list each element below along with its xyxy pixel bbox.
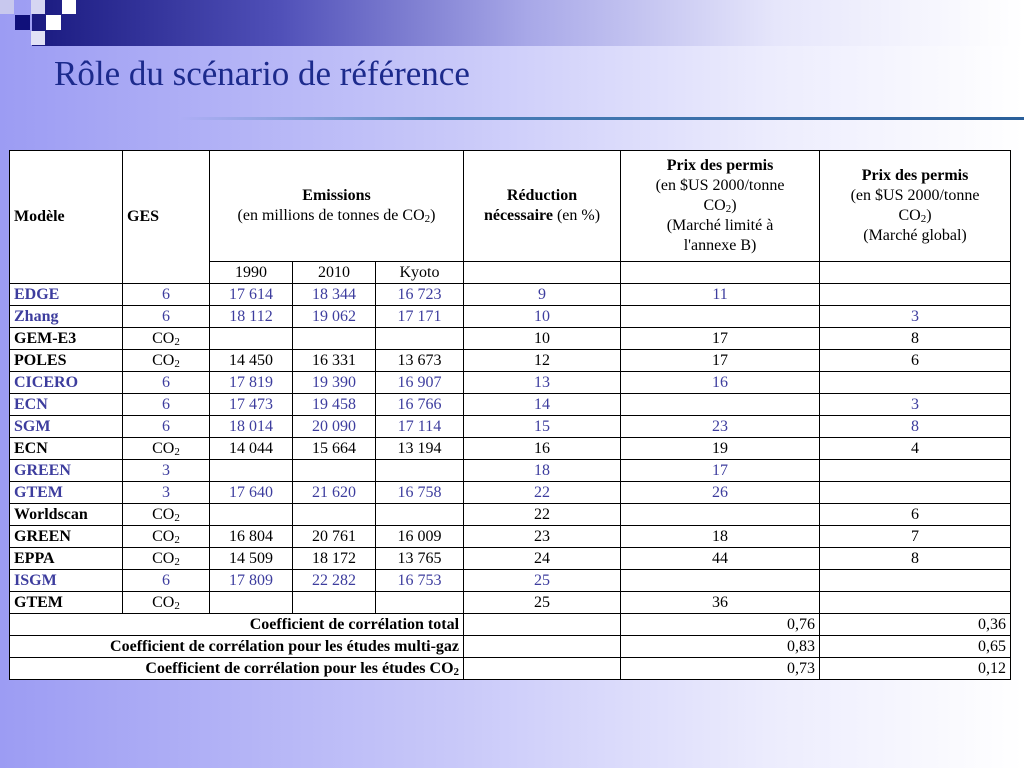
cell-ges-value: CO — [152, 351, 175, 369]
cell-model: CICERO — [10, 372, 123, 394]
cell-ges — [123, 372, 210, 394]
coefficient-prix-global: 0,12 — [820, 658, 1011, 680]
cell-model: POLES — [10, 350, 123, 372]
cell-emissions-2010: 20 090 — [293, 416, 376, 438]
cell-ges-value: 6 — [162, 417, 170, 435]
cell-prix-global — [820, 570, 1011, 592]
table-row — [10, 284, 1011, 306]
coefficient-prix-annexe-b: 0,76 — [621, 614, 820, 636]
cell-ges — [123, 570, 210, 592]
cell-emissions-1990 — [210, 328, 293, 350]
cell-ges-sub: 2 — [174, 555, 180, 568]
header-emissions-close: ) — [430, 207, 436, 224]
cell-prix-global — [820, 372, 1011, 394]
cell-emissions-kyoto — [376, 460, 464, 482]
cell-prix-global: 6 — [820, 504, 1011, 526]
header-prix-g-co2-close: ) — [926, 207, 932, 224]
header-prix-global — [820, 151, 1011, 262]
header-reduction-unit: (en %) — [552, 207, 601, 224]
decor-square-light — [31, 0, 45, 14]
cell-reduction: 18 — [464, 460, 621, 482]
header-prix-b-line4: l'annexe B) — [683, 237, 757, 254]
cell-prix-annexe-b: 26 — [621, 482, 820, 504]
cell-emissions-1990: 14 044 — [210, 438, 293, 460]
cell-prix-global: 3 — [820, 394, 1011, 416]
cell-ges — [123, 438, 210, 460]
cell-reduction: 13 — [464, 372, 621, 394]
cell-emissions-2010: 15 664 — [293, 438, 376, 460]
cell-ges-sub: 2 — [174, 511, 180, 524]
header-reduction-title: Réduction — [506, 187, 578, 204]
header-prix-b-line3: (Marché limité à — [666, 217, 774, 234]
table-row — [10, 306, 1011, 328]
cell-prix-global — [820, 592, 1011, 614]
emissions-table — [9, 150, 1011, 680]
table-row — [10, 526, 1011, 548]
coefficient-empty-cell — [464, 658, 621, 680]
cell-emissions-kyoto: 13 765 — [376, 548, 464, 570]
cell-emissions-2010 — [293, 592, 376, 614]
table-row — [10, 372, 1011, 394]
header-emissions — [210, 151, 464, 262]
cell-reduction: 14 — [464, 394, 621, 416]
cell-emissions-2010: 19 062 — [293, 306, 376, 328]
cell-model: GREEN — [10, 526, 123, 548]
header-emissions-unit: (en millions de tonnes de CO — [237, 207, 425, 224]
cell-ges — [123, 394, 210, 416]
table-row — [10, 548, 1011, 570]
cell-prix-annexe-b: 11 — [621, 284, 820, 306]
cell-emissions-1990: 17 614 — [210, 284, 293, 306]
cell-ges — [123, 350, 210, 372]
cell-ges-value: CO — [152, 439, 175, 457]
header-prix-g-line3: (Marché global) — [863, 227, 967, 244]
table-row — [10, 328, 1011, 350]
header-prix-b-co2-sub: 2 — [725, 203, 732, 215]
header-ges: GES — [123, 151, 210, 284]
header-modele: Modèle — [10, 151, 123, 284]
cell-prix-global — [820, 460, 1011, 482]
cell-emissions-1990: 18 014 — [210, 416, 293, 438]
header-empty-cell — [464, 262, 621, 284]
cell-emissions-kyoto: 16 009 — [376, 526, 464, 548]
cell-emissions-1990: 14 450 — [210, 350, 293, 372]
cell-emissions-kyoto: 13 673 — [376, 350, 464, 372]
cell-ges — [123, 460, 210, 482]
cell-emissions-2010: 16 331 — [293, 350, 376, 372]
table-row — [10, 438, 1011, 460]
cell-reduction: 10 — [464, 328, 621, 350]
cell-prix-global: 7 — [820, 526, 1011, 548]
coefficient-label-text: Coefficient de corrélation total — [249, 615, 460, 633]
cell-emissions-kyoto: 16 758 — [376, 482, 464, 504]
decor-square-light — [62, 0, 76, 14]
cell-emissions-2010: 18 344 — [293, 284, 376, 306]
header-prix-b-co2-close: ) — [731, 197, 737, 214]
cell-prix-annexe-b — [621, 306, 820, 328]
cell-emissions-1990 — [210, 592, 293, 614]
coefficient-row — [10, 658, 1011, 680]
cell-emissions-2010 — [293, 504, 376, 526]
cell-model: Zhang — [10, 306, 123, 328]
cell-prix-annexe-b — [621, 394, 820, 416]
cell-emissions-2010: 21 620 — [293, 482, 376, 504]
cell-ges — [123, 548, 210, 570]
cell-reduction: 25 — [464, 592, 621, 614]
cell-ges-sub: 2 — [174, 335, 180, 348]
header-prix-g-co2-sub: 2 — [920, 213, 927, 225]
cell-model: SGM — [10, 416, 123, 438]
slide-title: Rôle du scénario de référence — [54, 54, 470, 93]
cell-model: EPPA — [10, 548, 123, 570]
cell-reduction: 23 — [464, 526, 621, 548]
header-emissions-title: Emissions — [302, 187, 371, 204]
cell-reduction: 10 — [464, 306, 621, 328]
coefficient-empty-cell — [464, 636, 621, 658]
table-row — [10, 504, 1011, 526]
cell-model: ISGM — [10, 570, 123, 592]
header-year-1990: 1990 — [210, 262, 293, 284]
cell-reduction: 22 — [464, 482, 621, 504]
cell-ges — [123, 526, 210, 548]
cell-emissions-kyoto — [376, 328, 464, 350]
table-row — [10, 460, 1011, 482]
cell-model: GTEM — [10, 592, 123, 614]
cell-ges-value: 3 — [162, 461, 170, 479]
cell-reduction: 12 — [464, 350, 621, 372]
cell-prix-annexe-b: 17 — [621, 460, 820, 482]
cell-ges — [123, 416, 210, 438]
cell-ges-sub: 2 — [174, 533, 180, 546]
cell-prix-annexe-b: 16 — [621, 372, 820, 394]
cell-prix-annexe-b: 36 — [621, 592, 820, 614]
cell-model: ECN — [10, 394, 123, 416]
cell-prix-annexe-b: 18 — [621, 526, 820, 548]
cell-ges-value: CO — [152, 329, 175, 347]
cell-prix-global — [820, 482, 1011, 504]
cell-ges-sub: 2 — [174, 357, 180, 370]
cell-ges-value: 6 — [162, 307, 170, 325]
cell-emissions-kyoto — [376, 504, 464, 526]
cell-reduction: 16 — [464, 438, 621, 460]
cell-emissions-1990: 14 509 — [210, 548, 293, 570]
header-prix-g-line1: (en $US 2000/tonne — [850, 187, 980, 204]
cell-ges-value: CO — [152, 549, 175, 567]
header-prix-b-title: Prix des permis — [666, 157, 774, 174]
cell-prix-global: 3 — [820, 306, 1011, 328]
header-prix-b-line1: (en $US 2000/tonne — [655, 177, 785, 194]
cell-ges — [123, 482, 210, 504]
cell-ges-sub: 2 — [174, 599, 180, 612]
header-reduction — [464, 151, 621, 262]
cell-ges-value: 6 — [162, 571, 170, 589]
cell-prix-global: 8 — [820, 328, 1011, 350]
header-emissions-sub: 2 — [424, 213, 431, 225]
cell-model: ECN — [10, 438, 123, 460]
cell-emissions-2010: 18 172 — [293, 548, 376, 570]
cell-prix-annexe-b: 17 — [621, 350, 820, 372]
cell-prix-global: 6 — [820, 350, 1011, 372]
cell-reduction: 25 — [464, 570, 621, 592]
cell-ges — [123, 504, 210, 526]
cell-emissions-2010: 19 390 — [293, 372, 376, 394]
cell-prix-annexe-b: 44 — [621, 548, 820, 570]
cell-ges — [123, 592, 210, 614]
cell-emissions-1990: 17 809 — [210, 570, 293, 592]
cell-reduction: 24 — [464, 548, 621, 570]
decor-square-navy — [15, 15, 30, 30]
coefficient-label-text: Coefficient de corrélation pour les études CO — [145, 659, 454, 677]
table-row — [10, 394, 1011, 416]
cell-emissions-kyoto: 16 766 — [376, 394, 464, 416]
cell-prix-annexe-b: 19 — [621, 438, 820, 460]
table-row — [10, 482, 1011, 504]
cell-ges-value: 6 — [162, 285, 170, 303]
cell-emissions-2010: 20 761 — [293, 526, 376, 548]
decor-square-light — [46, 15, 61, 30]
coefficient-label — [10, 614, 464, 636]
cell-prix-annexe-b — [621, 504, 820, 526]
cell-ges-value: CO — [152, 505, 175, 523]
header-prix-g-title: Prix des permis — [861, 167, 969, 184]
cell-ges — [123, 306, 210, 328]
table-row — [10, 416, 1011, 438]
cell-model: GREEN — [10, 460, 123, 482]
cell-emissions-1990: 17 640 — [210, 482, 293, 504]
header-year-kyoto: Kyoto — [376, 262, 464, 284]
coefficient-label-text: Coefficient de corrélation pour les études multi-gaz — [110, 637, 460, 655]
cell-ges-value: 3 — [162, 483, 170, 501]
header-empty-cell — [820, 262, 1011, 284]
cell-reduction: 9 — [464, 284, 621, 306]
cell-emissions-1990: 17 473 — [210, 394, 293, 416]
cell-emissions-1990 — [210, 504, 293, 526]
cell-emissions-kyoto — [376, 592, 464, 614]
cell-emissions-1990: 18 112 — [210, 306, 293, 328]
cell-emissions-kyoto: 17 114 — [376, 416, 464, 438]
cell-ges-value: CO — [152, 527, 175, 545]
cell-model: GTEM — [10, 482, 123, 504]
cell-reduction: 22 — [464, 504, 621, 526]
cell-emissions-kyoto: 16 753 — [376, 570, 464, 592]
cell-emissions-kyoto: 17 171 — [376, 306, 464, 328]
cell-prix-global — [820, 284, 1011, 306]
header-gradient-bar — [32, 0, 1024, 46]
cell-ges-value: 6 — [162, 395, 170, 413]
cell-ges-value: CO — [152, 593, 175, 611]
header-prix-g-co2: CO — [898, 207, 921, 224]
title-underline — [180, 117, 1024, 120]
coefficient-label — [10, 658, 464, 680]
coefficient-row — [10, 614, 1011, 636]
cell-prix-annexe-b: 17 — [621, 328, 820, 350]
coefficient-prix-global: 0,36 — [820, 614, 1011, 636]
cell-prix-global: 8 — [820, 416, 1011, 438]
cell-reduction: 15 — [464, 416, 621, 438]
header-empty-cell — [621, 262, 820, 284]
coefficient-label-sub: 2 — [453, 665, 460, 678]
cell-emissions-1990: 16 804 — [210, 526, 293, 548]
coefficient-row — [10, 636, 1011, 658]
cell-emissions-kyoto: 16 723 — [376, 284, 464, 306]
decor-square-light — [31, 31, 45, 45]
cell-emissions-2010 — [293, 460, 376, 482]
cell-model: Worldscan — [10, 504, 123, 526]
cell-ges-sub: 2 — [174, 445, 180, 458]
cell-emissions-2010: 22 282 — [293, 570, 376, 592]
table-header-row — [10, 151, 1011, 262]
coefficient-prix-global: 0,65 — [820, 636, 1011, 658]
cell-model: GEM-E3 — [10, 328, 123, 350]
coefficient-empty-cell — [464, 614, 621, 636]
cell-prix-global: 8 — [820, 548, 1011, 570]
table-row — [10, 592, 1011, 614]
coefficient-prix-annexe-b: 0,73 — [621, 658, 820, 680]
cell-emissions-1990 — [210, 460, 293, 482]
header-reduction-title-2: nécessaire — [483, 207, 553, 224]
coefficient-prix-annexe-b: 0,83 — [621, 636, 820, 658]
table-row — [10, 350, 1011, 372]
cell-ges — [123, 328, 210, 350]
cell-model: EDGE — [10, 284, 123, 306]
cell-emissions-2010 — [293, 328, 376, 350]
cell-prix-annexe-b — [621, 570, 820, 592]
header-prix-annexe-b — [621, 151, 820, 262]
cell-ges-value: 6 — [162, 373, 170, 391]
header-prix-b-co2: CO — [703, 197, 726, 214]
cell-ges — [123, 284, 210, 306]
table-row — [10, 570, 1011, 592]
header-year-2010: 2010 — [293, 262, 376, 284]
cell-prix-annexe-b: 23 — [621, 416, 820, 438]
cell-emissions-1990: 17 819 — [210, 372, 293, 394]
cell-emissions-kyoto: 16 907 — [376, 372, 464, 394]
cell-emissions-kyoto: 13 194 — [376, 438, 464, 460]
decor-square-light — [0, 0, 14, 14]
cell-prix-global: 4 — [820, 438, 1011, 460]
coefficient-label — [10, 636, 464, 658]
cell-emissions-2010: 19 458 — [293, 394, 376, 416]
